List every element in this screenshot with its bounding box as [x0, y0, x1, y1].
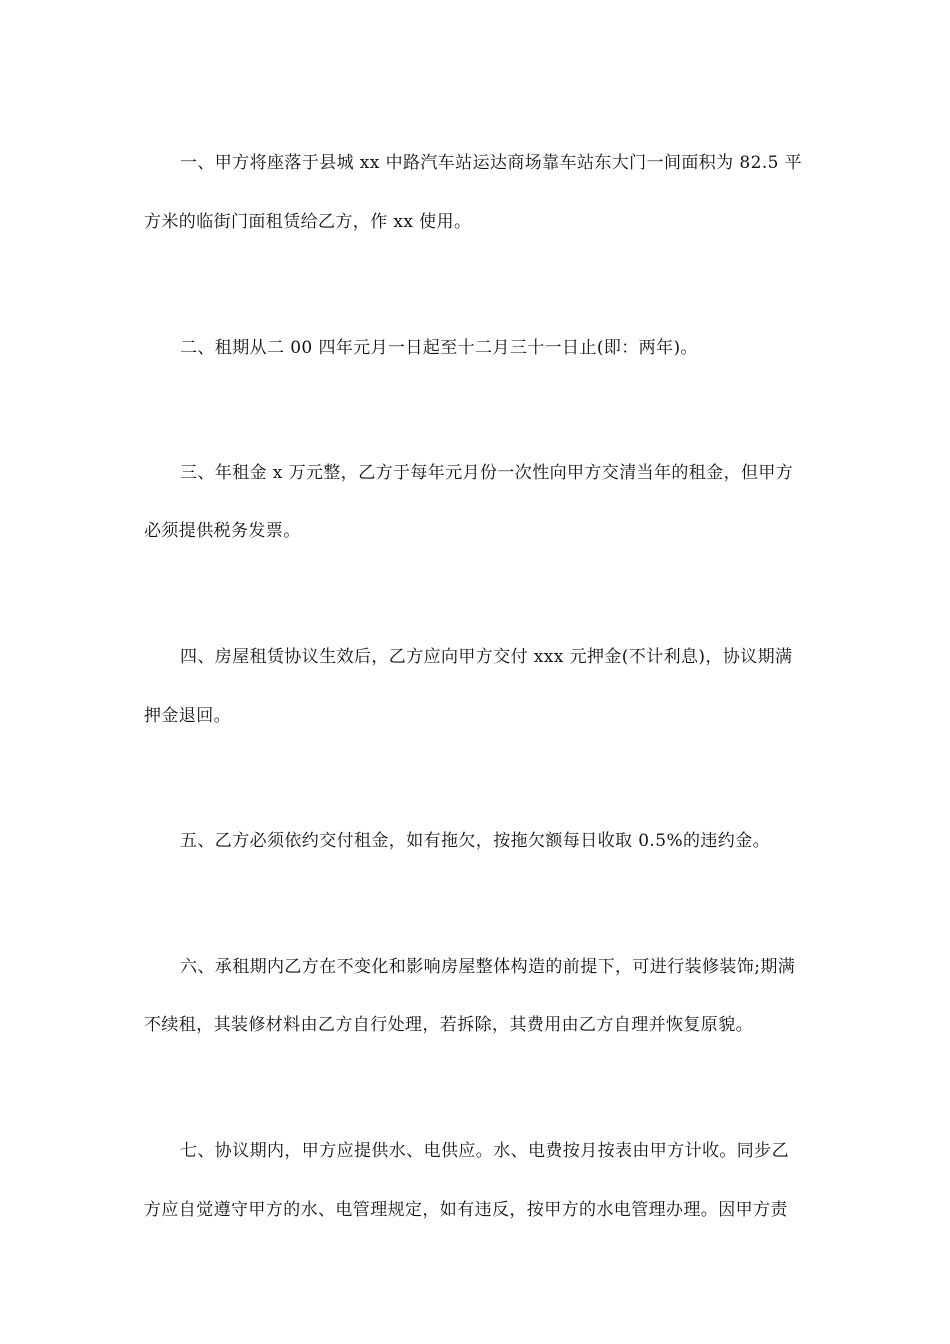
clause-4-line-2: 押金退回。	[144, 706, 231, 726]
clause-2-line-1: 二、租期从二 00 四年元月一日起至十二月三十一日止(即：两年)。	[180, 338, 698, 358]
clause-5-line-1: 五、乙方必须依约交付租金，如有拖欠，按拖欠额每日收取 0.5%的违约金。	[180, 831, 770, 851]
clause-3-line-1: 三、年租金 x 万元整，乙方于每年元月份一次性向甲方交清当年的租金，但甲方	[180, 463, 794, 483]
clause-7-line-2: 方应自觉遵守甲方的水、电管理规定，如有违反，按甲方的水电管理办理。因甲方责	[144, 1200, 788, 1220]
clause-1-line-2: 方米的临街门面租赁给乙方，作 xx 使用。	[144, 212, 472, 232]
clause-1-line-1: 一、甲方将座落于县城 xx 中路汽车站运达商场靠车站东大门一间面积为 82.5 平	[180, 153, 803, 173]
clause-6-line-1: 六、承租期内乙方在不变化和影响房屋整体构造的前提下，可进行装修装饰;期满	[180, 957, 796, 977]
clause-6-line-2: 不续租，其装修材料由乙方自行处理，若拆除，其费用由乙方自理并恢复原貌。	[144, 1015, 753, 1035]
clause-7-line-1: 七、协议期内，甲方应提供水、电供应。水、电费按月按表由甲方计收。同步乙	[180, 1141, 789, 1161]
clause-4-line-1: 四、房屋租赁协议生效后，乙方应向甲方交付 xxx 元押金(不计利息)，协议期满	[180, 647, 793, 667]
clause-3-line-2: 必须提供税务发票。	[144, 521, 301, 541]
